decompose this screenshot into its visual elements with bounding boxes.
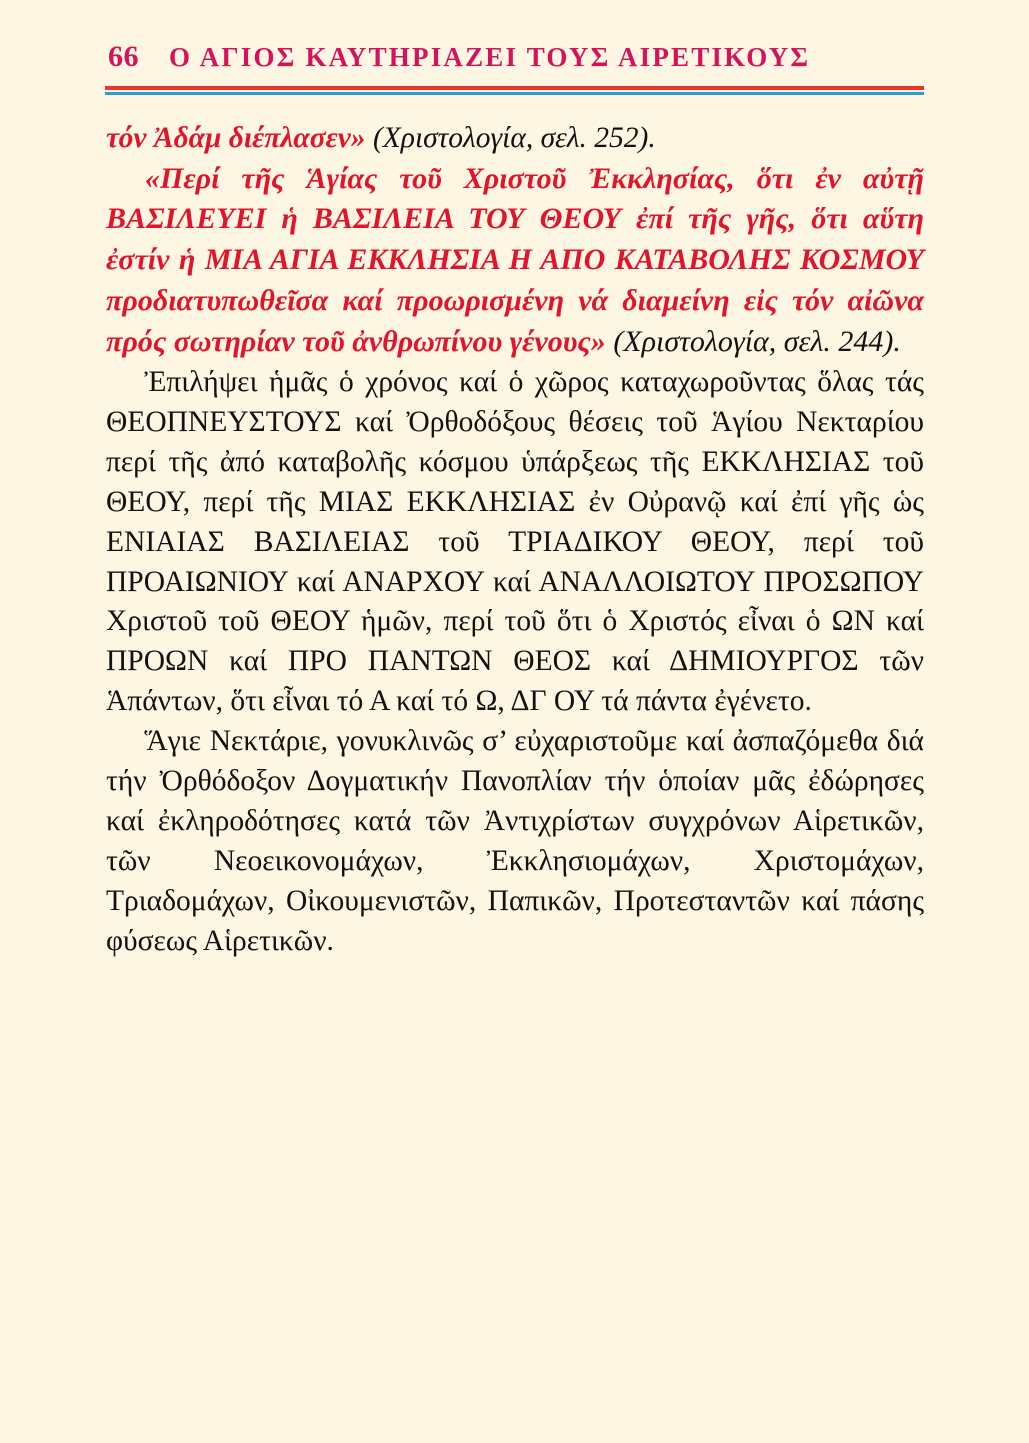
- paragraph-epilipsei: Ἐπιλήψει ἡμᾶς ὁ χρόνος καί ὁ χῶρος καταχωροῦντας ὅλας τάς ΘΕΟΠΝΕΥΣΤΟΥΣ καί Ὀρθοδόξους θέσεις τοῦ Ἁγίου Νεκταρίου περί τῆς ἀπό καταβολῆς κόσμου ὑπάρξεως τῆς ΕΚΚΛΗΣΙΑΣ τοῦ ΘΕΟΥ, περί τῆς ΜΙΑΣ ΕΚΚΛΗΣΙΑΣ ἐν Οὐρανῷ καί ἐπί γῆς ὡς ΕΝΙΑΙΑΣ ΒΑΣΙΛΕΙΑΣ τοῦ ΤΡΙΑΔΙΚΟΥ ΘΕΟΥ, περί τοῦ ΠΡΟΑΙΩΝΙΟΥ καί ΑΝΑΡΧΟΥ καί ΑΝΑΛΛΟΙΩΤΟΥ ΠΡΟΣΩΠΟΥ Χριστοῦ τοῦ ΘΕΟΥ ἡμῶν, περί τοῦ ὅτι ὁ Χριστός εἶναι ὁ ΩΝ καί ΠΡΟΩΝ καί ΠΡΟ ΠΑΝΤΩΝ ΘΕΟΣ καί ΔΗΜΙΟΥΡΓΟΣ τῶν Ἁπάντων, ὅτι εἶναι τό Α καί τό Ω, ΔΓ ΟΥ τά πάντα ἐγένετο.: [106, 365, 924, 718]
- page-number: 66: [108, 40, 139, 73]
- running-head-title: Ο ΑΓΙΟΣ ΚΑΥΤΗΡΙΑΖΕΙ ΤΟΥΣ ΑΙΡΕΤΙΚΟΥΣ: [169, 42, 811, 72]
- citation-reference-244: (Χριστολογία, σελ. 244).: [605, 324, 901, 358]
- paragraph-agie-nektarie: Ἅγιε Νεκτάριε, γονυκλινῶς σ’ εὐχαριστοῦμε καί ἀσπαζόμεθα διά τήν Ὀρθόδοξον Δογματικήν Πανοπλίαν τήν ὁποίαν μᾶς ἐδώρησες καί ἐκληροδότησες κατά τῶν Ἀντιχρίστων συγχρόνων Αἱρετικῶν, τῶν Νεοεικονομάχων, Ἐκκλησιομάχων, Χριστομάχων, Τριαδομάχων, Οἰκουμενιστῶν, Παπικῶν, Προτεσταντῶν καί πάσης φύσεως Αἱρετικῶν.: [106, 725, 924, 958]
- header-divider: [105, 86, 924, 95]
- quote-red-fragment: τόν Ἀδάμ διέπλασεν»: [106, 122, 366, 154]
- citation-reference-252: (Χριστολογία, σελ. 252).: [365, 122, 656, 154]
- paragraph-quote-end: [106, 119, 924, 159]
- paragraph-red-quote: [106, 159, 924, 363]
- page-body: [0, 95, 1029, 962]
- red-quote-text: «Περί τῆς Ἁγίας τοῦ Χριστοῦ Ἐκκλησίας, ὅτι ἐν αὐτῇ ΒΑΣΙΛΕΥΕΙ ἡ ΒΑΣΙΛΕΙΑ ΤΟΥ ΘΕΟΥ ἐπί τῆς γῆς, ὅτι αὕτη ἐστίν ἡ ΜΙΑ ΑΓΙΑ ΕΚΚΛΗΣΙΑ Η ΑΠΟ ΚΑΤΑΒΟΛΗΣ ΚΟΣΜΟΥ προδιατυπωθεῖσα καί προωρισμένη νά διαμείνη εἰς τόν αἰῶνα πρός σωτηρίαν τοῦ ἀνθρωπίνου γένους»: [106, 161, 924, 358]
- page-header: [0, 0, 1029, 74]
